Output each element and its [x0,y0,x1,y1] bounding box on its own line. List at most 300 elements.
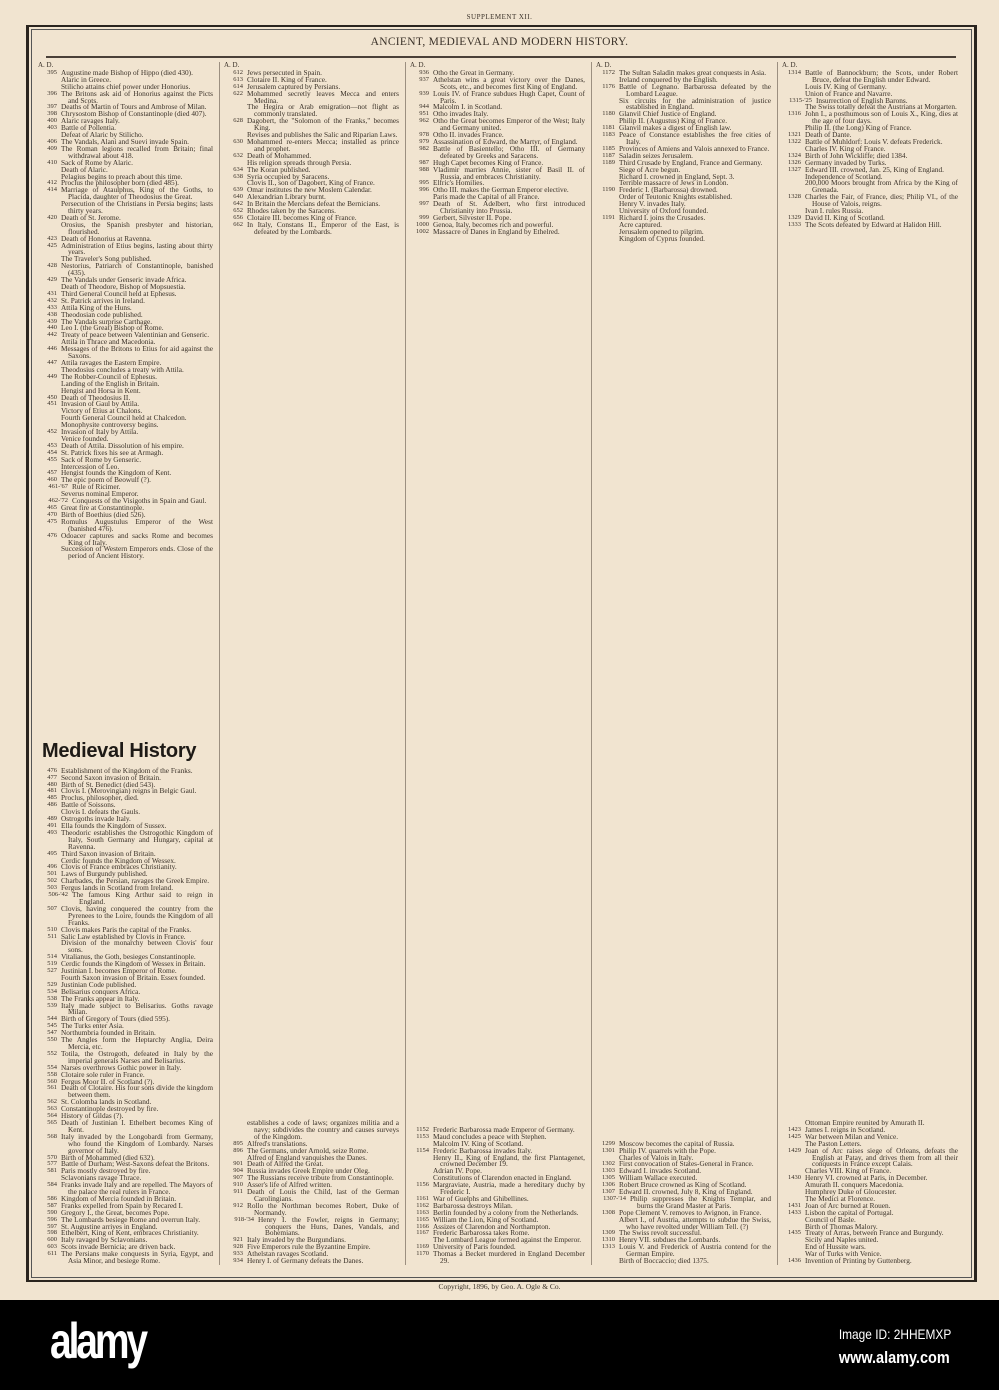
timeline-entry [782,1258,958,1265]
entry-text: Joan of Arc raises siege of Orleans, defeats the English at Patay, and drives them from all their conquests in France except Calais. [805,1145,958,1169]
timeline-entry [410,226,585,236]
entry-text: Provinces of Amiens and Valois annexed to France. [619,143,770,153]
entry-year: 1301 [602,1146,615,1154]
entry-text: Proclus, philosopher, died. [61,793,139,803]
entry-text: War of Guelphs and Ghibellines. [433,1193,529,1203]
entry-year [782,84,805,91]
entry-year [596,229,619,236]
entry-text: Battle of Soissons. [61,800,116,810]
entry-year: 1000 [416,220,429,228]
entry-year: 480 [47,780,57,788]
entry-text: Leo I. (the Great) Bishop of Rome. [61,323,164,333]
entry-year: 503 [47,884,57,892]
entry-text: Clotaire sole ruler in France. [61,1069,145,1079]
entry-text: Proclus the philosopher born (died 485). [61,178,179,188]
entry-text: Malcolm I. in Scotland. [433,102,503,112]
entry-text: Italy invaded by the Longobardi from Germany, who found the Kingdom of Lombardy. Narses governor of Italy. [61,1131,213,1155]
timeline-entry [38,546,213,560]
image-info [839,1322,951,1370]
entry-year: 937 [419,75,429,83]
entry-year: 611 [47,1250,57,1258]
entry-text: Athelstan wins a great victory over the Danes, Scots, etc., and becomes first King of England. [433,74,585,91]
entry-text: History of Gildas (?). [61,1111,124,1121]
entry-text: Battle of Pollentia. [61,123,116,133]
entry-text: Louis IV. of France subdues Hugh Capet, Count of Paris. [433,88,585,105]
entry-text: Cerdic founds the Kingdom of Wessex in Britain. [61,959,206,969]
entry-text: Henry I. the Fowler, reigns in Germany; conquers the Huns, Danes, Vandals, and Bohemians. [258,1214,399,1238]
entry-text: Otho the Great becomes Emperor of the West; Italy and Germany united. [433,116,585,133]
entry-text: Victory of Etius at Chalons. [61,406,143,416]
entry-text: Adrian IV. Pope. [433,1166,482,1176]
entry-text: The Germans, under Arnold, seize Rome. [247,1145,369,1155]
column-4 [592,62,778,1265]
entry-text: The Britons ask aid of Honorius against the Picts and Scots. [61,88,213,105]
timeline-entry [596,233,771,243]
entry-text: Ethelbert, King of Kent, embraces Christianity. [61,1228,199,1238]
timeline-entry [38,903,213,927]
entry-year: 1329 [788,213,801,221]
entry-year: 558 [47,1070,57,1078]
entry-text: Sack of Rome by Genseric. [61,454,142,464]
entry-text: Ostrogoths invade Italy. [61,814,131,824]
entry-text: The epic poem of Beowulf (?). [61,475,151,485]
entry-year: 1307 [602,1188,615,1196]
entry-year: 514 [47,953,57,961]
entry-group-top [782,67,958,229]
entry-year: 979 [419,137,429,145]
entry-text: Battle of Muhldorf: Louis V. defeats Frederick. [805,136,943,146]
entry-text: Great fire at Constantinople. [61,503,145,512]
entry-text: Death of Dante. [805,130,852,140]
entry-text: Attila in Thrace and Macedonia. [61,337,156,347]
entry-text: Constitutions of Clarendon enacted in England. [433,1173,572,1183]
entry-year: 510 [47,925,57,933]
entry-text: Alfred's translations. [247,1138,308,1148]
entry-year: 598 [47,1229,57,1237]
entry-text: Jerusalem opened to pilgrim. [619,226,704,236]
entry-text: Death of Clotaire. His four sons divide the kingdom between them. [61,1083,213,1100]
entry-text: Assizes of Clarendon and Northampton. [433,1221,551,1231]
entry-year: 944 [419,103,429,111]
entry-year: 652 [233,207,243,215]
entry-text: Administration of Etius begins, lasting about thirty years. [61,240,213,257]
entry-text: Clovis of France embraces Christianity. [61,862,177,872]
era-label: A. D. [224,61,240,69]
entry-text: Henry VII. subdues the Lombards. [619,1235,721,1245]
entry-year: 1187 [602,151,615,159]
entry-year: 912 [233,1201,243,1209]
entry-text: Henry I. of Germany defeats the Danes. [247,1256,364,1266]
entry-year: 622 [233,89,243,97]
entry-year: 987 [419,158,429,166]
entry-text: Paris mostly destroyed by fire. [61,1166,151,1176]
entry-text: Philip suppresses the Knights Templar, and burns the Grand Master at Paris. [630,1193,771,1210]
entry-text: Frederic Barbarossa takes Rome. [433,1228,530,1238]
entry-text: Venice founded. [61,433,109,443]
entry-text: Frederic I. (Barbarossa) drowned. [619,185,718,195]
entry-text: Insurrection of English Barons. [816,95,908,105]
entry-text: Battle of Durham; West-Saxons defeat the Britons. [61,1159,210,1169]
entry-text: His religion spreads through Persia. [247,157,352,167]
entry-group-top [38,67,213,561]
entry-year: 612 [233,68,243,76]
entry-text: Clovis, having conquered the country from the Pyrenees to the Loire, founds the Kingdom of all Franks. [61,903,213,927]
entry-year: 634 [233,165,243,173]
entry-text: Gregory I., the Great, becomes Pope. [61,1207,170,1217]
entry-year [782,180,805,194]
entry-year: 507 [47,904,57,912]
entry-text: Fourth Saxon invasion of Britain. Essex founded. [61,972,206,982]
entry-year: 554 [47,1063,57,1071]
entry-year: 428 [47,262,57,270]
entry-year: 552 [47,1049,57,1057]
entry-year: 560 [47,1077,57,1085]
entry-year: 1161 [416,1194,429,1202]
entry-text: Rollo the Northman becomes Robert, Duke of Normandy. [247,1200,399,1217]
entry-year: 632 [233,151,243,159]
entry-text: Odoacer captures and sacks Rome and becomes King of Italy. [61,530,213,547]
entry-year: 433 [47,303,57,311]
entry-year: 590 [47,1208,57,1216]
entry-year: 1163 [416,1208,429,1216]
entry-text: Elfric's Homilies. [433,178,485,188]
entry-text: Marriage of Ataulphus, King of the Goths, to Placida, daughter of Theodosius the Great. [61,185,213,202]
entry-text: The Russians receive tribute from Constantinople. [247,1173,394,1183]
entry-text: University of Paris founded. [433,1242,516,1252]
entry-year: 1316 [788,110,801,118]
entry-year: 596 [47,1215,57,1223]
entry-year: 475 [47,517,57,525]
entry-year [782,174,805,181]
entry-text: Attila ravages the Eastern Empire. [61,357,162,367]
entry-year: 414 [47,186,57,194]
entry-year: 460 [47,476,57,484]
entry-text: David II. King of Scotland. [805,212,885,222]
entry-year: 614 [233,82,243,90]
entry-text: Intercession of Leo. [61,461,120,471]
entry-text: Germany invaded by Turks. [805,157,887,167]
entry-year: 584 [47,1181,57,1189]
entry-year [782,1182,805,1189]
entry-text: Alfred of England vanquishes the Danes. [247,1152,367,1162]
entry-year: 493 [47,828,57,836]
entry-year: 1189 [602,158,615,166]
entry-year: 928 [233,1243,243,1251]
entry-text: Constantinople destroyed by fire. [61,1104,159,1114]
entry-year: 462-'72 [48,497,68,505]
entry-text: Salic Law established by Clovis in France. [61,931,186,941]
entry-year: 564 [47,1112,57,1120]
entry-text: Cerdic founds the Kingdom of Wessex. [61,855,176,865]
entry-year: 412 [47,179,57,187]
entry-group-top [224,67,399,236]
entry-text: Clovis I. defeats the Gauls. [61,807,141,817]
entry-year: 996 [419,186,429,194]
timeline-entry [410,1251,585,1265]
entry-text: Lisbon the capital of Portugal. [805,1207,894,1217]
section-heading: Medieval History [42,739,197,762]
entry-year [782,1244,805,1251]
entry-text: Assassination of Edward, the Martyr, of England. [433,136,578,146]
entry-year: 400 [47,117,57,125]
timeline-entry [38,1131,213,1155]
entry-year: 442 [47,331,57,339]
entry-year: 470 [47,510,57,518]
entry-text: Division of the monarchy between Clovis' four sons. [61,938,213,955]
entry-year: 1169 [416,1243,429,1251]
entry-text: Fergus lands in Scotland from Ireland. [61,883,174,893]
entry-text: Belisarius conquers Africa. [61,986,141,996]
entry-text: Clovis I. (Merovingian) reigns in Belgic Gaul. [61,786,197,796]
entry-text: Conquests of the Visigoths in Spain and Gaul. [72,496,207,506]
timeline-entry [224,1258,399,1265]
entry-text: Narses overthrows Gothic power in Italy. [61,1062,182,1072]
entry-text: The Lombard League formed against the Emperor. [433,1235,582,1245]
entry-year: 561 [47,1084,57,1092]
entry-text: Severus nominal Emperor. [61,489,139,499]
column-2 [220,62,406,1265]
entry-year: 396 [47,89,57,97]
entry-text: Council of Basle. [805,1214,856,1224]
entry-year: 640 [233,193,243,201]
entry-text: Northumbria founded in Britain. [61,1028,156,1038]
entry-text: Sicily and Naples united. [805,1235,879,1245]
entry-text: Romulus Augustulus Emperor of the West (banished 476). [61,516,213,533]
entry-year: 1191 [602,213,615,221]
entry-text: Robert Bruce crowned as King of Scotland. [619,1180,747,1190]
entry-text: Battle of Basientello; Otho III. of Germany defeated by Greeks and Saracens. [433,143,585,160]
entry-year: 1322 [788,137,801,145]
entry-text: Hengist founds the Kingdom of Kent. [61,468,172,478]
entry-year: 423 [47,234,57,242]
entry-year: 999 [419,213,429,221]
entry-year: 997 [419,200,429,208]
entry-text: Invasion of Italy by Attila. [61,427,139,437]
entry-text: The Roman legions recalled from Britain; final withdrawal about 418. [61,143,213,160]
entry-text: Orosius, the Spanish presbyter and historian, flourished. [61,219,213,236]
entry-text: Birth of John Wickliffe; died 1384. [805,150,908,160]
entry-text: Terrible massacre of Jews in London. [619,178,729,188]
entry-year: 452 [47,428,57,436]
entry-year [38,408,61,415]
entry-year: 1435 [788,1229,801,1237]
entry-year: 538 [47,994,57,1002]
entry-text: William Wallace executed. [619,1173,698,1183]
entry-year: 1165 [416,1215,429,1223]
entry-year [596,98,619,112]
entry-year: 1309 [602,1229,615,1237]
entry-text: Paris made the Capital of all France. [433,192,540,202]
entry-year: 628 [233,117,243,125]
entry-year: 911 [233,1188,243,1196]
entry-text: Albert I., of Austria, attempts to subdue the Swiss, who have revolted under William Tell. (?) [619,1214,771,1231]
entry-text: Frederic Barbarossa invades Italy. [433,1145,533,1155]
entry-year: 600 [47,1236,57,1244]
entry-year: 1170 [416,1250,429,1258]
entry-year: 1431 [788,1201,801,1209]
entry-text: Rule of Ricimer. [72,482,121,492]
entry-year: 982 [419,144,429,152]
entry-text: First convocation of States-General in France. [619,1159,754,1169]
entry-text: Treaty of Arras, between France and Burgundy. [805,1228,944,1238]
entry-text: Five Emperors rule the Byzantine Empire. [247,1242,371,1252]
entry-year [224,1120,247,1141]
entry-year: 639 [233,186,243,194]
entry-text: Clovis II., son of Dagobert, King of France. [247,178,375,188]
entry-text: Persecution of the Christians in Persia begins; lasts thirty years. [61,199,213,216]
entry-text: Glanvil makes a digest of English law. [619,123,732,133]
entry-text: Union of France and Navarre. [805,88,893,98]
era-label: A. D. [782,61,798,69]
entry-text: Death of Mohammed. [247,150,312,160]
entry-text: The Vandals, Alani and Suevi invade Spain. [61,136,189,146]
entry-year: 613 [233,75,243,83]
history-columns [34,62,964,1265]
entry-text: End of Hussite wars. [805,1242,866,1252]
entry-text: In Italy, Constans II., Emperor of the East, is defeated by the Lombards. [247,219,399,236]
entry-text: Clotaire II. King of France. [247,74,327,84]
entry-text: Third Crusade by England, France and Germany. [619,157,763,167]
entry-year: 1002 [416,227,429,235]
entry-year: 988 [419,165,429,173]
entry-text: Barbarossa destroys Milan. [433,1200,513,1210]
entry-text: Death of Justinian I. Ethelbert becomes King of Kent. [61,1117,213,1134]
entry-year [38,222,61,236]
entry-text: Birth of St. Benedict (died 543). [61,779,156,789]
entry-group-bottom [224,1117,399,1266]
entry-text: Otho the Great in Germany. [433,67,515,77]
entry-text: Hugh Capet becomes King of France. [433,157,544,167]
entry-year: 1154 [416,1146,429,1154]
entry-text: Death of Theodore, Bishop of Mopsuestia. [61,282,186,291]
entry-year: 896 [233,1146,243,1154]
entry-year: 1172 [602,68,615,76]
entry-year: 581 [47,1167,57,1175]
entry-year: 511 [47,932,57,940]
entry-text: Stilicho attains chief power under Honorius. [61,81,191,91]
entry-year: 545 [47,1022,57,1030]
entry-text: Establishment of the Kingdom of the Franks. [61,765,193,775]
entry-year: 485 [47,794,57,802]
entry-text: Glanvil Chief Justice of England. [619,109,717,119]
entry-text: Otho III. makes the German Emperor elective. [433,185,569,195]
entry-year: 642 [233,200,243,208]
entry-text: Justinian I. becomes Emperor of Rome. [61,966,177,976]
entry-year: 904 [233,1167,243,1175]
entry-text: Alaric ravages Italy. [61,116,120,126]
entry-text: The Hegira or Arab emigration—not flight as commonly translated. [247,102,399,119]
entry-year: 403 [47,124,57,132]
entry-year: 398 [47,110,57,118]
entry-text: The Vandals under Genseric invade Africa. [61,275,187,285]
entry-year: 1305 [602,1174,615,1182]
entry-year: 1321 [788,131,801,139]
entry-year: 656 [233,213,243,221]
entry-year: 921 [233,1236,243,1244]
entry-text: Gerbert, Silvester II. Pope. [433,212,512,222]
entry-year: 1423 [788,1125,801,1133]
entry-year: 420 [47,213,57,221]
entry-text: The Persians make conquests in Syria, Egypt, and Asia Minor, and besiege Rome. [61,1249,213,1266]
entry-text: The Traveler's Song published. [61,254,152,264]
entry-text: St. Patrick arrives in Ireland. [61,295,145,305]
entry-year: 449 [47,372,57,380]
entry-text: Charbades, the Persian, ravages the Greek Empire. [61,876,210,886]
entry-text: Ivan I. rules Russia. [805,206,864,216]
page-title: ANCIENT, MEDIEVAL AND MODERN HISTORY. [370,36,629,48]
entry-text: William the Lion, King of Scotland. [433,1214,539,1224]
entry-text: Nestorius, Patriarch of Constantinople, banished (435). [61,261,213,278]
entry-text: Henry V. invades Italy. [619,199,686,209]
timeline-entry [782,219,958,229]
entry-text: Rhodes taken by the Saracens. [247,206,336,216]
entry-year: 995 [419,179,429,187]
entry-text: Jerusalem captured by Persians. [247,81,341,91]
entry-year: 1310 [602,1236,615,1244]
entry-text: The Swiss totally defeat the Austrians at Morgarten. [805,102,957,112]
entry-year [596,174,619,181]
entry-text: Joan of Arc burned at Rouen. [805,1200,891,1210]
entry-year [410,1168,433,1175]
entry-text: Thomas a Becket murdered in England December 29. [433,1249,585,1266]
entry-year [596,1217,619,1231]
entry-year: 1303 [602,1167,615,1175]
entry-year: 534 [47,987,57,995]
entry-text: Edward I. invades Scotland. [619,1166,702,1176]
entry-text: Kingdom of Mercia founded in Britain. [61,1193,177,1203]
entry-text: The Lombards besiege Rome and overrun Italy. [61,1214,201,1224]
entry-year: 453 [47,441,57,449]
entry-text: The Paston Letters. [805,1138,862,1148]
entry-text: Humphrey Duke of Gloucester. [805,1187,897,1197]
entry-text: Edward III. crowned, Jan. 25, King of England. [805,164,945,174]
entry-text: Birth of Boethius (died 526). [61,509,146,519]
entry-text: Revises and publishes the Salic and Riparian Laws. [247,130,398,140]
entry-year: 638 [233,172,243,180]
column-5 [778,62,964,1265]
entry-year: 1326 [788,158,801,166]
entry-text: Dagobert, the "Solomon of the Franks," becomes King. [247,116,399,133]
medieval-section [38,692,213,1265]
entry-text: Order of Teutonic Knights established. [619,192,733,202]
entry-year [38,201,61,215]
entry-text: The Franks appear in Italy. [61,993,140,1003]
entry-text: Laws of Burgundy published. [61,869,148,879]
entry-text: Scots invade Bernicia; are driven back. [61,1242,176,1252]
entry-text: Second Saxon invasion of Britain. [61,772,161,782]
entry-year [38,415,61,422]
entry-text: establishes a code of laws; organizes militia and a navy; subdivides the country and causes surveys of the Kingdom. [247,1117,399,1141]
entry-text: In Britain the Mercians defeat the Bernicians. [247,199,381,209]
entry-text: Death of Alaric. [61,164,108,174]
entry-text: Death of St. Adelbert, who first introduced Christianity into Prussia. [433,199,585,216]
entry-text: Philip IV. quarrels with the Pope. [619,1145,716,1155]
entry-text: James I. reigns in Scotland. [805,1124,886,1134]
entry-text: Sclavonians ravage Thrace. [61,1173,142,1183]
entry-year: 568 [47,1132,57,1140]
entry-text: Death of Honorius at Ravenna. [61,233,152,243]
entry-text: Ottoman Empire reunited by Amurath II. [805,1117,925,1127]
entry-text: St. Colomba lands in Scotland. [61,1097,152,1107]
entry-text: Messages of the Britons to Etius for aid against the Saxons. [61,344,213,361]
entry-year: 397 [47,103,57,111]
entry-year: 1162 [416,1201,429,1209]
entry-text: Clovis makes Paris the capital of the Franks. [61,924,192,934]
entry-text: Defeat of Alaric by Stilicho. [61,130,144,140]
entry-text: Death of Alfred the Great. [247,1159,324,1169]
entry-group-bottom [596,1138,771,1266]
entry-year: 489 [47,815,57,823]
